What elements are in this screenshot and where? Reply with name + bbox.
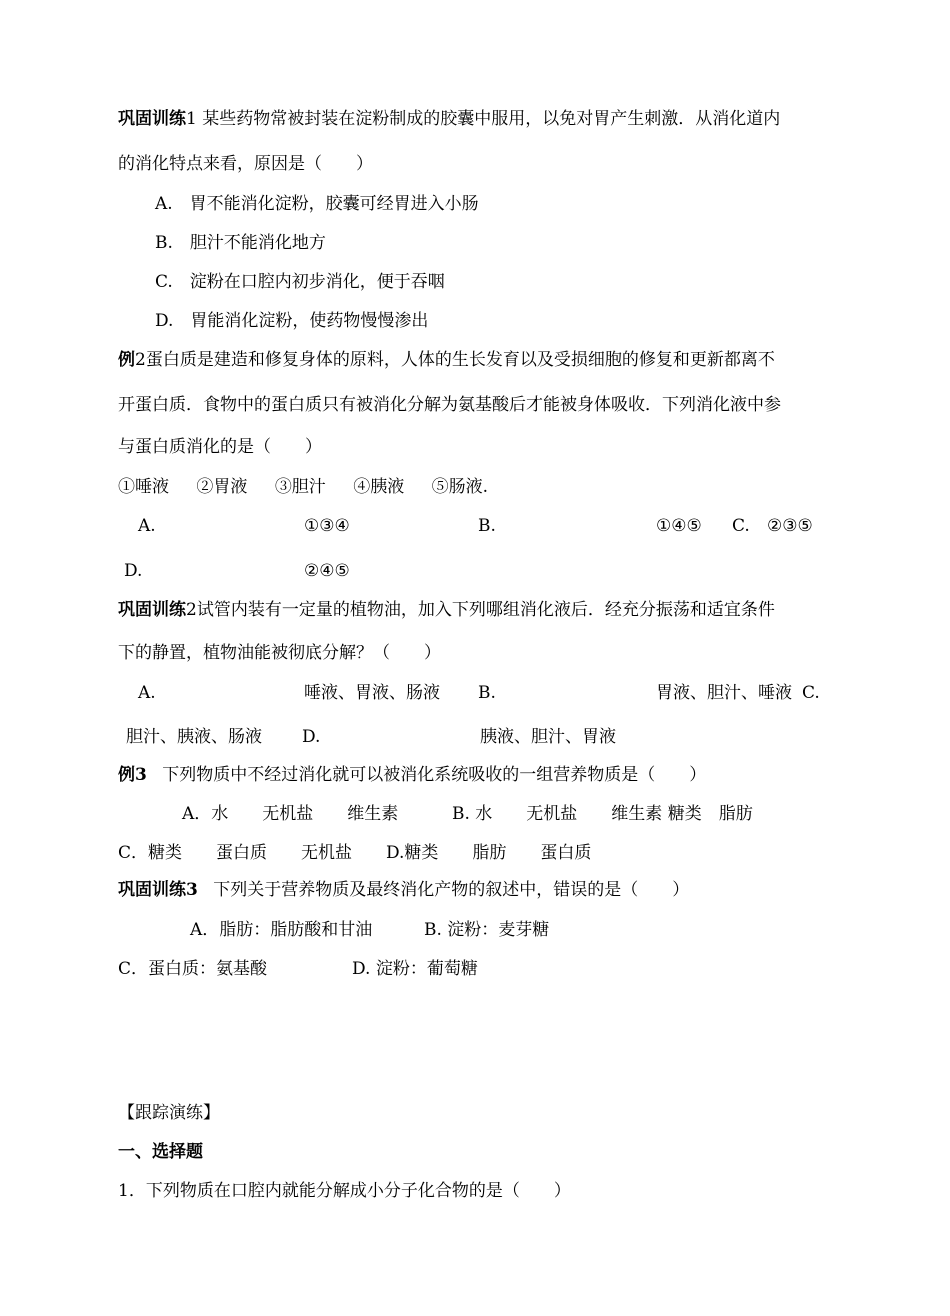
ex2-line3: 与蛋白质消化的是（ ）: [118, 437, 322, 457]
q1-option-c: C. 淀粉在口腔内初步消化，便于吞咽: [155, 272, 445, 292]
q1-line2: 的消化特点来看，原因是（ ）: [118, 154, 373, 174]
ex2-item-2: ②胃液: [196, 477, 248, 497]
q1-text-line1: 某些药物常被封装在淀粉制成的胶囊中服用，以免对胃产生刺激．从消化道内: [202, 109, 781, 129]
ex2-line2: 开蛋白质．食物中的蛋白质只有被消化分解为氨基酸后才能被身体吸收．下列消化液中参: [118, 395, 781, 415]
q1-option-a: A. 胃不能消化淀粉，胶囊可经胃进入小肠: [155, 194, 479, 214]
q3-line1: [118, 879, 689, 901]
ex3-question: 下列物质中不经过消化就可以被消化系统吸收的一组营养物质是（ ）: [162, 765, 707, 785]
q2-option-d-value: 胰液、胆汁、胃液: [480, 727, 616, 747]
q1-line1: [118, 108, 780, 130]
q2-option-b-letter: B.: [478, 683, 496, 703]
q2-option-a-value: 唾液、胃液、肠液: [304, 683, 440, 703]
q2-label: 巩固训练: [118, 600, 186, 620]
q1-label: 巩固训练: [118, 109, 186, 129]
ex2-line1: [118, 349, 775, 371]
q2-option-d-letter: D.: [302, 727, 321, 747]
ex3-option-a: A．水 无机盐 维生素: [182, 804, 399, 824]
q2-line2: 下的静置，植物油能被彻底分解？（ ）: [118, 643, 441, 663]
ex3-number: 3: [135, 765, 147, 785]
ex2-number: 2: [135, 350, 146, 370]
q1-option-d: D. 胃能消化淀粉，使药物慢慢渗出: [155, 311, 429, 331]
ex2-option-c-letter: C.: [732, 516, 750, 536]
ex2-items: [118, 476, 488, 498]
q1-number: 1: [186, 109, 197, 129]
q2-option-b-value: 胃液、胆汁、唾液: [656, 683, 792, 703]
q2-option-a-letter: A.: [138, 683, 156, 703]
q2-option-c-letter: C.: [802, 683, 820, 703]
ex3-option-c: C．糖类 蛋白质 无机盐: [118, 843, 353, 863]
q3-label: 巩固训练: [118, 880, 186, 900]
ex2-option-d-letter: D.: [124, 561, 143, 581]
ex2-item-5: ⑤肠液.: [431, 477, 489, 497]
ex3-line1: [118, 764, 706, 786]
section-subheading: 一、选择题: [118, 1142, 203, 1162]
q2-text-line1: 试管内装有一定量的植物油，加入下列哪组消化液后．经充分振荡和适宜条件: [196, 600, 775, 620]
q2-number: 2: [186, 600, 197, 620]
q1-option-b: B. 胆汁不能消化地方: [155, 233, 326, 253]
q3-question: 下列关于营养物质及最终消化产物的叙述中，错误的是（ ）: [213, 880, 690, 900]
ex2-label: 例: [118, 350, 135, 370]
ex2-option-a-value: ①③④: [304, 516, 350, 536]
ex2-item-3: ③胆汁: [274, 477, 326, 497]
q3-option-c: C．蛋白质：氨基酸: [118, 959, 268, 979]
ex2-option-d-value: ②④⑤: [304, 561, 350, 581]
ex2-option-b-letter: B.: [478, 516, 496, 536]
ex2-text-line1: 蛋白质是建造和修复身体的原料，人体的生长发育以及受损细胞的修复和更新都离不: [145, 350, 775, 370]
ex3-option-b: B. 水 无机盐 维生素 糖类 脂肪: [452, 804, 753, 824]
ex2-option-b-value: ①④⑤: [656, 516, 702, 536]
q3-option-d: D. 淀粉：葡萄糖: [352, 959, 478, 979]
ex3-option-d: D.糖类 脂肪 蛋白质: [386, 843, 592, 863]
ex2-item-1: ①唾液: [118, 477, 169, 497]
ex2-item-4: ④胰液: [353, 477, 405, 497]
ex3-label: 例: [118, 765, 135, 785]
q2-option-c-value: 胆汁、胰液、肠液: [126, 727, 262, 747]
q3-number: 3: [186, 880, 198, 900]
q3-option-a: A．脂肪：脂肪酸和甘油: [190, 920, 373, 940]
q3-option-b: B. 淀粉：麦芽糖: [424, 920, 550, 940]
ex2-option-c-value: ②③⑤: [767, 516, 813, 536]
section-heading: 【跟踪演练】: [118, 1103, 220, 1123]
section-question-1: 1．下列物质在口腔内就能分解成小分子化合物的是（ ）: [118, 1181, 571, 1201]
q2-line1: [118, 599, 775, 621]
ex2-option-a-letter: A.: [138, 516, 156, 536]
